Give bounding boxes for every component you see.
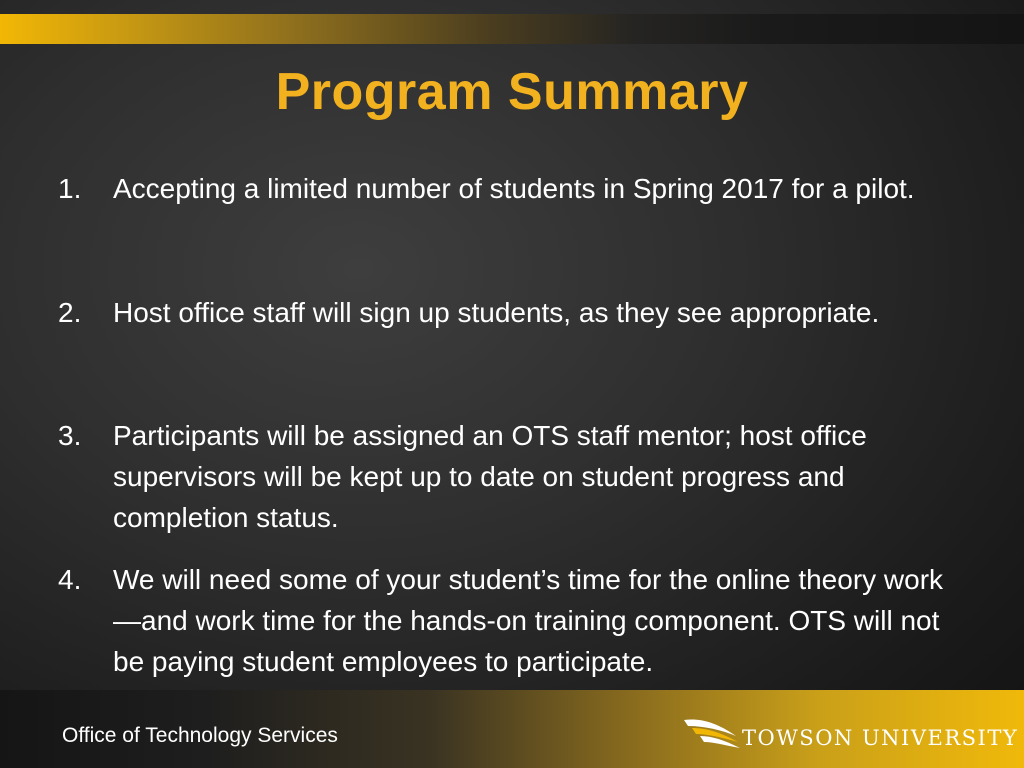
towson-logo bbox=[682, 710, 1019, 760]
list-item-text: Accepting a limited number of students in Spring 2017 for a pilot. bbox=[113, 173, 915, 204]
list-item-number: 3. bbox=[58, 420, 82, 451]
tiger-stripe-icon bbox=[682, 714, 746, 754]
footer-office-label: Office of Technology Services bbox=[62, 724, 338, 747]
list-item-text: Host office staff will sign up students, as they see appropriate. bbox=[113, 297, 880, 328]
list-item-number: 4. bbox=[58, 564, 82, 595]
list-item-text: Participants will be assigned an OTS staff mentor; host office supervisors will be kept up to date on student progress and completion status. bbox=[113, 420, 867, 533]
list-item bbox=[58, 292, 958, 333]
list-item-text: We will need some of your student’s time for the online theory work—and work time for the hands-on training component. OTS will not be paying student employees to participate. bbox=[113, 564, 944, 677]
list-item bbox=[58, 168, 958, 209]
slide-title: Program Summary bbox=[275, 63, 749, 121]
list-item bbox=[58, 415, 958, 538]
list-item bbox=[58, 559, 958, 682]
list-item-number: 1. bbox=[58, 173, 82, 204]
university-name: TOWSON UNIVERSITY bbox=[742, 726, 1019, 750]
list-item-number: 2. bbox=[58, 297, 82, 328]
